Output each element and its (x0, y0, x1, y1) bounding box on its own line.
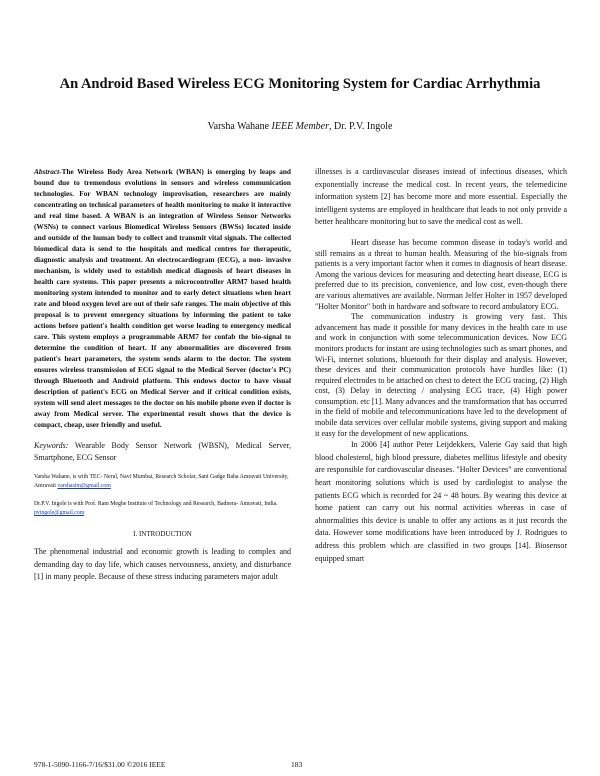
affiliation-1 (34, 473, 291, 491)
affiliation-1-text: Varsha Wahane, is with TEC- Nerul, Navi Mumbai, Research Scholar, Sant Gadge Baba Amravati University, Amravati (34, 474, 289, 489)
paper-title: An Android Based Wireless ECG Monitoring System for Cardiac Arrhythmia (59, 76, 541, 92)
author-line (40, 121, 560, 132)
intro-paragraph-5: In 2006 [4] author Peter Leijdekkers, Valerie Gay said that high blood cholesterol, high blood pressure, diabetes mellitus lifestyle and obesity are responsible for cardiovascular diseases. "Holter Devices" are conventional heart monitoring solutions which is used by cardiologist to analyse the patients ECG which is recorded for 24 ~ 48 hours. By wearing this device at home patient can carry out his normal activities whereas in case of abnormalities this device is unable to offer any actions as it just records the data. However some modifications have been introduced by J. Rodrigues to address this problem which are classified in two groups [14]. Biosensor equipped smart (315, 440, 567, 563)
section-heading-introduction: I. INTRODUCTION (133, 530, 192, 538)
author-membership: IEEE Member (271, 121, 330, 132)
right-column (315, 166, 567, 565)
intro-paragraph-3: Heart disease has become common disease in today's world and still remains as a threat to human health. Measuring of the bio-signals from patients is a very important factor when it comes to diagnosis of heart disease. Among the various devices for measuring and detecting heart disease, ECG is preferred due to its precision, convenience, and low cost, even-though there are various alternatives are available. Norman Jelfer Holter in 1957 developed "Holter Monitor" both in hardware and software to record ambulatory ECG. (315, 237, 567, 311)
keywords (34, 440, 291, 464)
keywords-label: Keywords: (34, 441, 69, 450)
abstract-text: The Wireless Body Area Network (WBAN) is emerging by leaps and bound due to tremendous evolutions in sensors and wireless communication technologies. For WBAN technology improvisation, researchers are mainly concentrating on technical parameters of health monitoring to make it interactive and real time based. A WBAN is an integration of Wireless Sensor Networks (WSNs) to connect various Biomedical Wireless Sensors (BWSs) located inside and outside of the human body to collect and transmit vital signals. The collected biomedical data is send to the hospitals and medical centres for therapeutic, diagnostic analysis and treatment. An electrocardiogram (ECG), a non- invasive mechanism, is widely used to establish medical diagnosis of heart diseases in health care systems. This paper presents a microcontroller ARM7 based health monitoring system intended to monitor and to early detect situations when heart rate and blood oxygen level are out of their safe ranges. The main objective of this proposal is to prevent emergency situations by informing the patient to take actions before patient's health condition get worse leading to emergency medical care. This system employs a programmable ARM7 for confab the bio-signal to determine the condition of heart. If any abnormalities are discovered from patient's heart parameters, the system sends alarm to the doctor. The system ensures wireless transmission of ECG signal to the Medical Server (doctor's PC) through Bluetooth and Android platform. This endows doctor to have visual description of patient's ECG on Medical Server and if critical condition exists, system will send alert messages to the doctor on his mobile phone even if doctor is away from Medical server. The experimental result shows that the device is compact, cheap, user friendly and useful. (34, 167, 291, 429)
affiliation-2-text: Dr.P.V. Ingole is with Prof. Ram Meghe Institute of Technology and Research, Badnera- Amravati, India. (34, 501, 278, 507)
intro-paragraph-4: The communication industry is growing very fast. This advancement has made it possible for many devices in the health care to use and work in conjunction with some telecommunication devices. Now ECG monitors products for instant are using technologies such as smart phones, and Wi-Fi, internet solutions, bluetooth for their display and analysis. However, these devices and their communication protocols have hurdles like: (1) required electrodes to be attached on chest to detect the ECG tracing, (2) High cost, (3) Delay in detecting / analysing ECG trace, (4) High power consumption. etc [1]. Many advances and the transformation that has occurred in the field of mobile and telecommunications have led to the development of mobile data services over cellular mobile systems, giving support and making it easy for the development of new applications. (315, 312, 567, 438)
left-column (34, 166, 291, 584)
affiliation-1-email[interactable]: varshasim@gmail.com (57, 483, 111, 489)
affiliation-2 (34, 500, 291, 518)
affiliation-2-email[interactable]: pvingole@gmail.com (34, 510, 85, 516)
abstract (34, 166, 291, 430)
page-number: 183 (291, 760, 303, 769)
keywords-text: Wearable Body Sensor Network (WBSN), Medical Server, Smartphone, ECG Sensor (34, 441, 291, 462)
author-2: , Dr. P.V. Ingole (329, 121, 393, 132)
intro-paragraph-2: illnesses is a cardiovascular diseases instead of infectious diseases, which exponentially increase the medical cost. In recent years, the telemedicine information system [2] has become more and more essential. Especially the intelligent systems are employed in healthcare that leads to not only provide a better healthcare monitoring but to save the medical cost as well. (315, 167, 567, 227)
intro-paragraph-1: The phenomenal industrial and economic growth is leading to complex and demanding day to day life, which causes nervousness, anxiety, and disturbance [1] in many people. Because of these stress inducing parameters major adult (34, 547, 291, 582)
footer-isbn: 978-1-5090-1166-7/16/$31.00 ©2016 IEEE (34, 760, 166, 769)
abstract-label: Abstract- (34, 167, 62, 176)
author-1: Varsha Wahane (207, 121, 270, 132)
